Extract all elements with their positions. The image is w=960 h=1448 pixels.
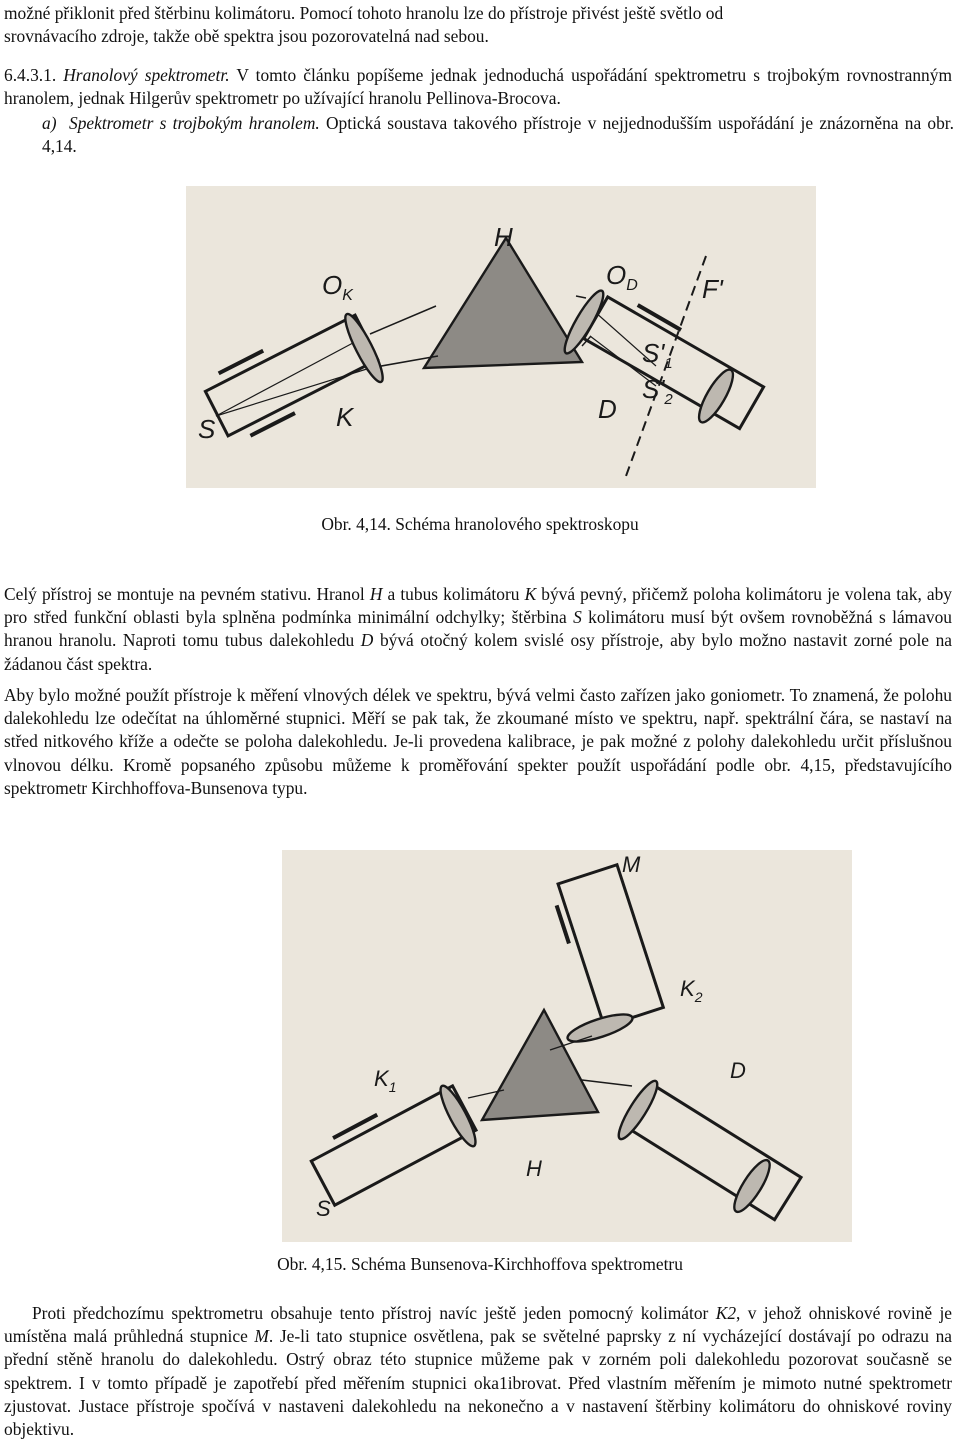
label-K1: $K_1$ (374, 1066, 397, 1095)
intro-paragraph (4, 2, 952, 48)
section-text: V tomto článku popíšeme jednak jednoduchá uspořádání spektrometru s trojbokým rovnostranným hranolem, jednak Hilgerův spektrometr po užívající hranolu Pellinova-Brocova. (4, 65, 952, 109)
symbol-S: S (573, 607, 582, 628)
prism-shape (424, 238, 582, 368)
label-K: K (336, 402, 354, 432)
section-heading-paragraph (4, 64, 952, 110)
item-a-text: Optická soustava takového přístroje v nejjednodušším uspořádání je znázorněna na obr. 4,14. (42, 113, 954, 157)
intro-line-2: srovnávacího zdroje, takže obě spektra jsou pozorovatelná nad sebou. (4, 26, 489, 47)
label-S: S (198, 414, 216, 444)
section-title: Hranolový spektrometr. (63, 65, 230, 85)
label-S1: $S'_1$ (642, 338, 673, 372)
telescope-tube (630, 1087, 801, 1219)
figure-4-15 (282, 850, 852, 1242)
label-D: D (598, 394, 617, 424)
symbol-H: H (369, 584, 383, 604)
bunsen-kirchhoff-diagram (282, 850, 852, 1242)
symbol-M: M (254, 1326, 269, 1347)
label-OD: $O_D$ (606, 260, 638, 294)
item-a-label: a) (42, 113, 57, 133)
item-a-paragraph (4, 112, 954, 158)
item-a-title: Spektrometr s trojbokým hranolem. (69, 113, 320, 133)
figure-4-14 (186, 186, 816, 488)
section-number: 6.4.3.1. (4, 65, 57, 85)
label-M: M (622, 852, 641, 877)
intro-line-1: možné přiklonit před štěrbinu kolimátoru. Pomocí tohoto hranolu lze do přístroje přivést ještě světlo od (4, 3, 724, 23)
paragraph-auxiliary-collimator: Proti předchozímu spektrometru obsahuje tento přístroj navíc ještě jeden pomocný kolimátor K2, v jehož ohniskové rovině je umístěna malá průhledná stupnice M. Je-li tato stupnice osvětlena, pak se světelné paprsky z ní vycházející dostávají po odrazu na přední stěně hranolu do dalekohledu. Ostrý obraz této stupnice můžeme pak v zorném poli dalekohledu pozorovat současně se spektrem. I v tomto případě je zapotřebí před měřením stupnici oka1ibrovat. Před vlastním měřením je mimoto nutné spektrometr zjustovat. Justace přístroje spočívá v nastaveni dalekohledu na nekonečno a v nastavení štěrbiny kolimátoru do ohniskové roviny objektivu. (4, 1303, 952, 1440)
label-H: H (494, 222, 513, 252)
label-OK: $O_K$ (322, 270, 353, 304)
label-S: S (316, 1196, 331, 1221)
figure-4-15-caption: Obr. 4,15. Schéma Bunsenova-Kirchhoffova spektrometru (277, 1254, 683, 1274)
eyepiece-lens (693, 366, 739, 427)
label-H: H (526, 1156, 542, 1181)
label-S2: $S'_2$ (642, 374, 673, 408)
prism-spectroscope-diagram (186, 186, 816, 488)
paragraph-goniometer: Aby bylo možné použít přístroje k měření vlnových délek ve spektru, bývá velmi často zařízen jako goniometr. To znamená, že polohu dalekohledu lze odečítat na úhloměrné stupnici. Měří se pak tak, že zkoumané místo ve spektru, např. spektrální čára, se nastaví na střed nitkového kříže a odečte se poloha dalekohledu. Je-li provedena kalibrace, je pak možné z polohy dalekohledu určit příslušnou vlnovou délku. Kromě popsaného způsobu můžeme k proměřování spekter použít uspořádání podle obr. 4,15, představujícího spektrometr Kirchhoffova-Bunsenova typu. (4, 685, 952, 798)
label-D: D (730, 1058, 746, 1083)
paragraph-instrument: Celý přístroj se montuje na pevném stativu. Hranol H a tubus kolimátoru K bývá pevný, přičemž poloha kolimátoru je volena tak, aby pro střed funkční oblasti byla splněna podmínka minimální odchylky; štěrbina S kolimátoru musí být ovšem rovnoběžná s lámavou hranou hranolu. Naproti tomu tubus dalekohledu D bývá otočný kolem svislé osy přístroje, aby bylo možno nastavit zorné pole na žádanou část spektra. (4, 584, 953, 674)
label-K2: $K_2$ (680, 976, 703, 1005)
symbol-K: K (524, 584, 537, 604)
figure-4-14-caption: Obr. 4,14. Schéma hranolového spektroskopu (321, 514, 639, 534)
symbol-K2: K2 (715, 1303, 737, 1323)
label-F: F' (702, 274, 723, 304)
auxiliary-collimator-tube (550, 865, 663, 1029)
symbol-D: D (360, 630, 374, 651)
